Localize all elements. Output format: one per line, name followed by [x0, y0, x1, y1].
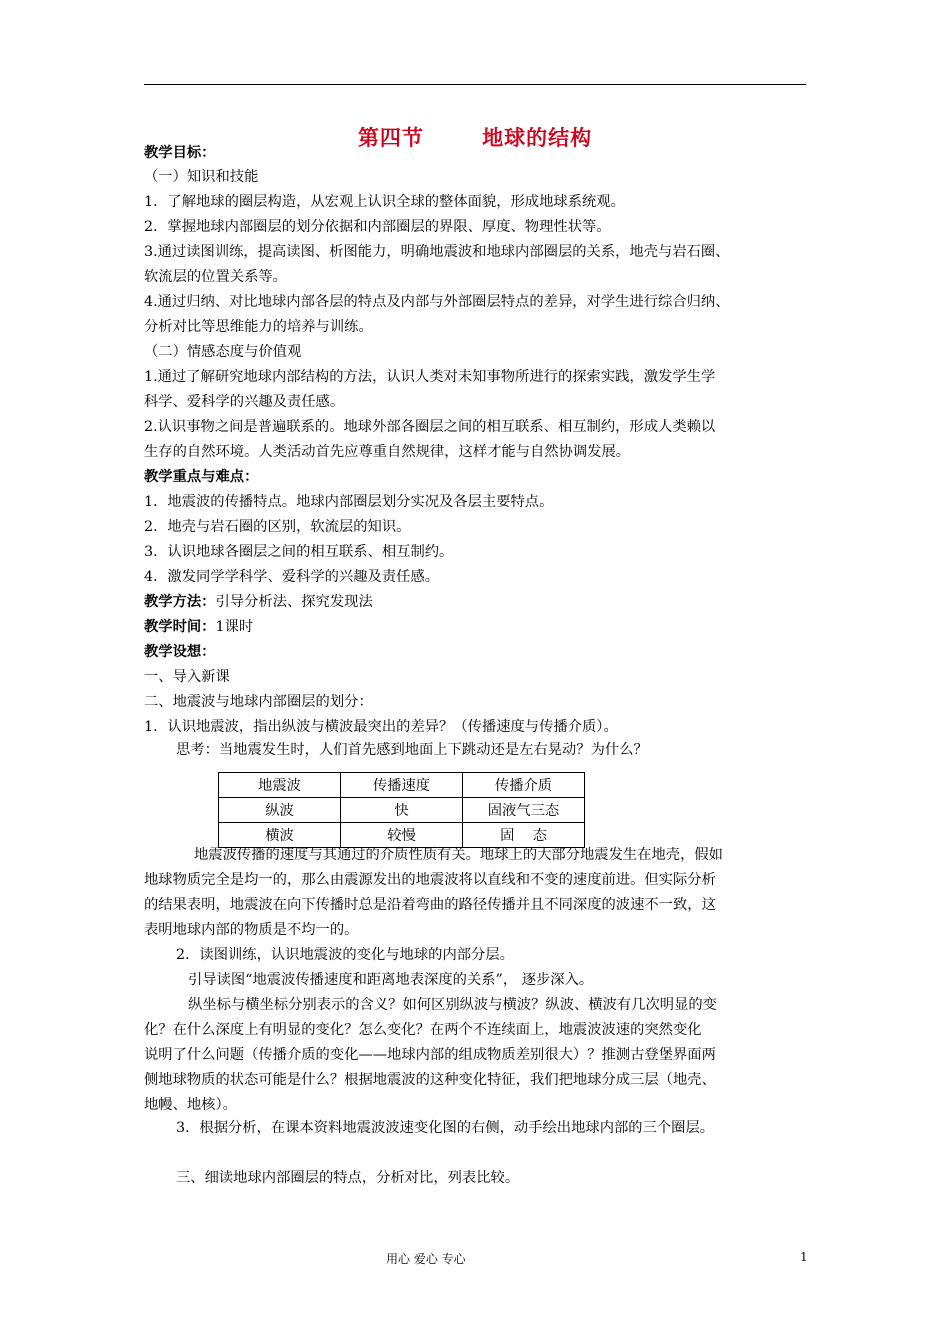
- table-cell: 快: [341, 798, 463, 823]
- text-line: 分析对比等思维能力的培养与训练。: [144, 319, 373, 335]
- text-line: 引导读图“地震波传播速度和距离地表深度的关系”， 逐步深入。: [188, 972, 594, 988]
- section-heading: 教学设想：: [144, 644, 216, 660]
- header-rule: [144, 84, 806, 85]
- text-line: 4.通过归纳、对比地球内部各层的特点及内部与外部圈层特点的差异，对学生进行综合归纳、: [144, 294, 730, 310]
- text-line: （二）情感态度与价值观: [144, 344, 302, 360]
- text-line: （一）知识和技能: [144, 169, 259, 185]
- text-line: 1．了解地球的圈层构造，从宏观上认识全球的整体面貌，形成地球系统观。: [144, 194, 625, 210]
- text-line: 科学、爱科学的兴趣及责任感。: [144, 394, 345, 410]
- text-line: 表明地球内部的物质是不均一的。: [144, 922, 359, 938]
- line-text: 引导分析法、探究发现法: [215, 594, 373, 610]
- text-line: 一、导入新课: [144, 669, 230, 685]
- text-line: 1．地震波的传播特点。地球内部圈层划分实况及各层主要特点。: [144, 494, 554, 510]
- seismic-wave-table: [218, 772, 585, 848]
- text-line: 2.认识事物之间是普遍联系的。地球外部各圈层之间的相互联系、相互制约，形成人类赖以: [144, 419, 716, 435]
- text-line: 的结果表明，地震波在向下传播时总是沿着弯曲的路径传播并且不同深度的波速不一致，这: [144, 897, 716, 913]
- text-line: 3．认识地球各圈层之间的相互联系、相互制约。: [144, 544, 454, 560]
- table-cell: 固液气三态: [463, 798, 585, 823]
- text-line: 2．读图训练，认识地震波的变化与地球的内部分层。: [176, 947, 514, 963]
- table-header-cell: 地震波: [219, 773, 341, 798]
- text-line: 3.通过读图训练，提高读图、析图能力，明确地震波和地球内部圈层的关系，地壳与岩石圈、: [144, 244, 730, 260]
- text-line: 地震波传播的速度与其通过的介质性质有关。地球上的大部分地震发生在地壳，假如: [194, 847, 723, 863]
- page-title: 第四节 地球的结构: [357, 126, 593, 150]
- table-row: [219, 823, 585, 848]
- text-line: 生存的自然环境。人类活动首先应尊重自然规律，这样才能与自然协调发展。: [144, 444, 631, 460]
- text-line: 1．认识地震波，指出纵波与横波最突出的差异？（传播速度与传播介质）。: [144, 719, 618, 735]
- table-header-row: [219, 773, 585, 798]
- table-header-cell: 传播介质: [463, 773, 585, 798]
- text-line: 侧地球物质的状态可能是什么？根据地震波的这种变化特征，我们把地球分成三层（地壳、: [144, 1072, 716, 1088]
- table-cell: 横波: [219, 823, 341, 848]
- section-heading: 教学目标：: [144, 145, 216, 161]
- text-line: 三、细读地球内部圈层的特点，分析对比，列表比较。: [176, 1170, 520, 1186]
- text-line: 地球物质完全是均一的，那么由震源发出的地震波将以直线和不变的速度前进。但实际分析: [144, 872, 716, 888]
- text-line: 4．激发同学学科学、爱科学的兴趣及责任感。: [144, 569, 440, 585]
- labeled-line: [144, 617, 253, 637]
- table-row: [219, 798, 585, 823]
- page-number: 1: [800, 1250, 808, 1264]
- text-line: 1.通过了解研究地球内部结构的方法，认识人类对未知事物所进行的探索实践，激发学生学: [144, 369, 716, 385]
- text-line: 2．掌握地球内部圈层的划分依据和内部圈层的界限、厚度、物理性状等。: [144, 219, 611, 235]
- text-line: 地幔、地核）。: [144, 1097, 237, 1113]
- text-line: 化？在什么深度上有明显的变化？怎么变化？在两个不连续面上，地震波波速的突然变化: [144, 1022, 702, 1038]
- text-line: 纵坐标与横坐标分别表示的含义？如何区别纵波与横波？纵波、横波有几次明显的变: [188, 997, 717, 1013]
- footer-slogan: 用心 爱心 专心: [386, 1252, 466, 1266]
- line-label: 教学时间：: [144, 619, 216, 635]
- table-cell: 较慢: [341, 823, 463, 848]
- text-line: 2．地壳与岩石圈的区别，软流层的知识。: [144, 519, 411, 535]
- text-line: 二、地震波与地球内部圈层的划分：: [144, 694, 373, 710]
- line-label: 教学方法：: [144, 594, 216, 610]
- text-line: 说明了什么问题（传播介质的变化——地球内部的组成物质差别很大）？推测古登堡界面两: [144, 1047, 716, 1063]
- text-line: 思考：当地震发生时，人们首先感到地面上下跳动还是左右晃动？为什么？: [176, 742, 648, 758]
- labeled-line: [144, 592, 373, 612]
- table-cell: 固 态: [463, 823, 585, 848]
- section-heading: 教学重点与难点：: [144, 469, 259, 485]
- table-cell: 纵波: [219, 798, 341, 823]
- line-text: 1课时: [215, 619, 254, 635]
- table-header-cell: 传播速度: [341, 773, 463, 798]
- text-line: 3．根据分析，在课本资料地震波波速变化图的右侧，动手绘出地球内部的三个圈层。: [176, 1120, 715, 1136]
- text-line: 软流层的位置关系等。: [144, 269, 287, 285]
